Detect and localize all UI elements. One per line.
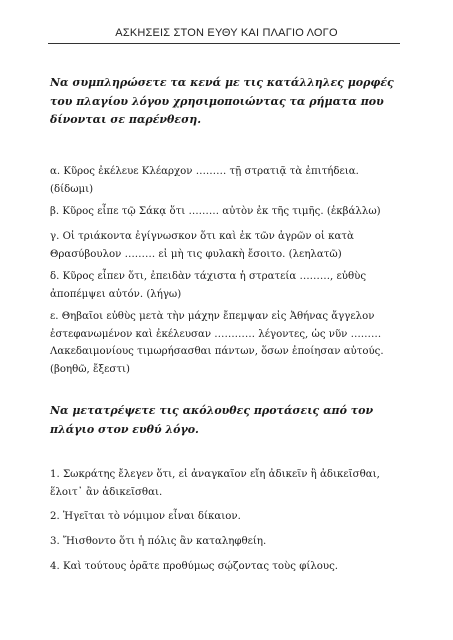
instruction-convert-speech: Να μετατρέψετε τις ακόλουθες προτάσεις από τον πλάγιο στον ευθύ λόγο. [50,404,374,436]
question-2: 2. Ἡγεῖται τὸ νόμιμον εἶναι δίκαιον. [50,511,241,522]
question-1: 1. Σωκράτης ἔλεγεν ὅτι, εἰ ἀναγκαῖον εἴη ἀδικεῖν ἢ ἀδικεῖσθαι, ἕλοιτ᾽ ἂν ἀδικεῖσθαι. [50,469,380,498]
exercise-e: ε. Θηβαῖοι εὐθὺς μετὰ τὴν μάχην ἔπεμψαν εἰς Ἀθήνας ἄγγελον ἐστεφανωμένον καὶ ἐκέλευσαν ………… λέγοντες, ὡς νῦν ……… Λακεδαιμονίους τιμωρήσασθαι πάντων, ὅσων ἐποίησαν αὐτούς. (βοηθῶ, ἔξεστι) [50,311,384,375]
question-4: 4. Καὶ τούτους ὁρᾶτε προθύμως σῴζοντας τοὺς φίλους. [50,561,339,572]
title-underline [48,43,400,44]
exercise-c: γ. Οἱ τριάκοντα ἐγίγνωσκον ὅτι καὶ ἐκ τῶν ἀγρῶν οἱ κατὰ Θρασύβουλον ……… εἰ μὴ τις φυλακὴ ἔσοιτο. (λεηλατῶ) [50,231,354,260]
exercise-d: δ. Κῦρος εἶπεν ὅτι, ἐπειδὰν τάχιστα ἡ στρατεία ………, εὐθὺς ἀποπέμψει αὐτόν. (λήγω) [50,271,367,300]
page-title: ΑΣΚΗΣΕΙΣ ΣΤΟΝ ΕΥΘΥ ΚΑΙ ΠΛΑΓΙΟ ΛΟΓΟ [115,27,338,39]
exercise-b: β. Κῦρος εἶπε τῷ Σάκᾳ ὅτι ……… αὐτὸν ἐκ τῆς τιμῆς. (ἐκβάλλω) [50,206,381,217]
instruction-fill-blanks: Να συμπληρώσετε τα κενά με τις κατάλληλες μορφές του πλαγίου λόγου χρησιμοποιώντας τα ρήματα που δίνονται σε παρένθεση. [50,76,394,126]
question-3: 3. Ἤισθοντο ὅτι ἡ πόλις ἂν καταληφθείη. [50,536,267,547]
exercise-a: α. Κῦρος ἐκέλευε Κλέαρχον ……… τῇ στρατιᾷ τὰ ἐπιτήδεια. (δίδωμι) [50,166,359,195]
